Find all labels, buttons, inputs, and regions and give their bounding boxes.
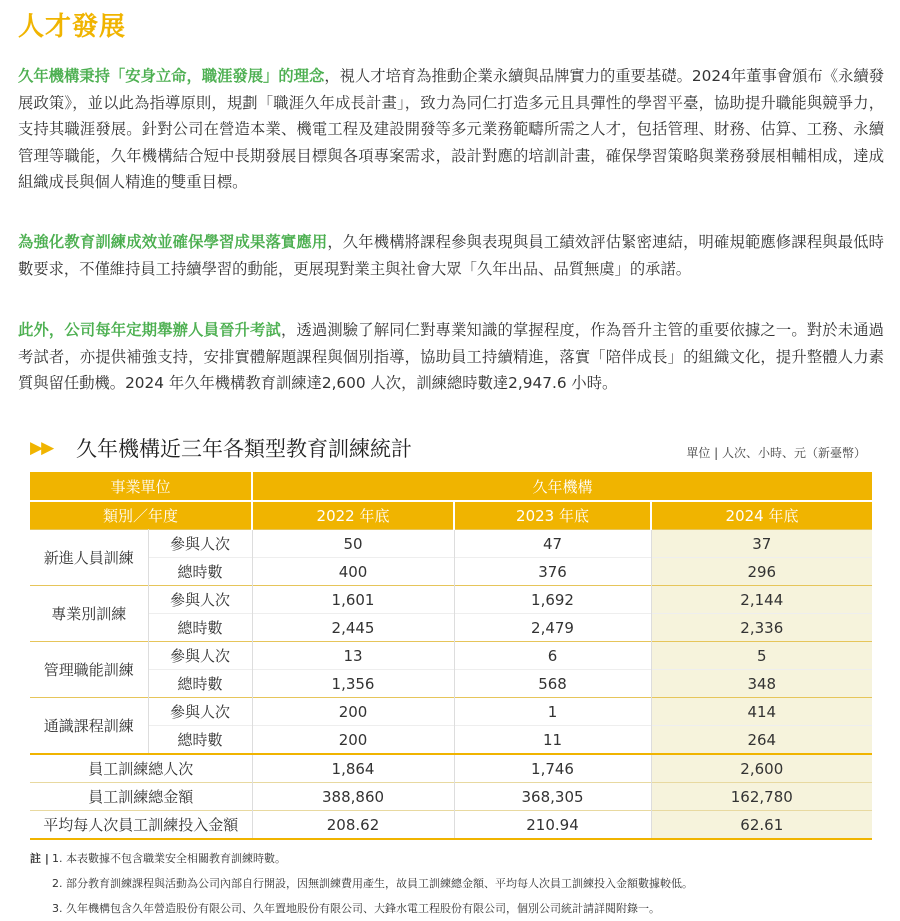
header-row-years bbox=[30, 501, 872, 530]
page-title: 人才發展 bbox=[18, 12, 127, 42]
value-cell: 50 bbox=[252, 530, 454, 558]
note-line bbox=[30, 846, 872, 871]
category-name: 專業別訓練 bbox=[30, 586, 148, 642]
paragraph-2 bbox=[18, 229, 884, 282]
table-unit: 單位 | 人次、小時、元（新臺幣） bbox=[686, 446, 866, 460]
total-label: 員工訓練總金額 bbox=[30, 783, 252, 811]
note-text: 3. 久年機構包含久年營造股份有限公司、久年置地股份有限公司、大鋒水電工程股份有限公司，個別公司統計請詳閱附錄一。 bbox=[52, 902, 660, 915]
value-cell: 368,305 bbox=[454, 783, 651, 811]
total-row bbox=[30, 811, 872, 840]
value-cell: 13 bbox=[252, 642, 454, 670]
total-label: 平均每人次員工訓練投入金額 bbox=[30, 811, 252, 840]
value-cell: 348 bbox=[651, 670, 872, 698]
header-row-org bbox=[30, 472, 872, 501]
metric-label: 總時數 bbox=[148, 614, 252, 642]
value-cell: 11 bbox=[454, 726, 651, 755]
note-text: 1. 本表數據不包含職業安全相關教育訓練時數。 bbox=[52, 852, 286, 865]
value-cell: 264 bbox=[651, 726, 872, 755]
metric-label: 參與人次 bbox=[148, 698, 252, 726]
value-cell: 5 bbox=[651, 642, 872, 670]
notes-label: 註 | bbox=[30, 852, 49, 865]
metric-label: 參與人次 bbox=[148, 530, 252, 558]
value-cell: 296 bbox=[651, 558, 872, 586]
value-cell: 1,692 bbox=[454, 586, 651, 614]
table-row bbox=[30, 670, 872, 698]
value-cell: 200 bbox=[252, 726, 454, 755]
paragraph-1-text: ，視人才培育為推動企業永續與品牌實力的重要基礎。2024年董事會頒布《永續發展政策》，並以此為指導原則，規劃「職涯久年成長計畫」，致力為同仁打造多元且具彈性的學習平臺，協助提升職能與競爭力，支持其職涯發展。針對公司在營造本業、機電工程及建設開發等多元業務範疇所需之人才，包括管理、財務、估算、工務、永續管理等職能，久年機構結合短中長期發展目標與各項專案需求，設計對應的培訓計畫，確保學習策略與業務發展相輔相成，達成組織成長與個人精進的雙重目標。 bbox=[18, 67, 884, 191]
value-cell: 2,600 bbox=[651, 754, 872, 783]
note-line bbox=[30, 896, 872, 921]
value-cell: 6 bbox=[454, 642, 651, 670]
table-row bbox=[30, 530, 872, 558]
table-row bbox=[30, 614, 872, 642]
table-row bbox=[30, 558, 872, 586]
value-cell: 1,864 bbox=[252, 754, 454, 783]
value-cell: 376 bbox=[454, 558, 651, 586]
value-cell: 388,860 bbox=[252, 783, 454, 811]
paragraph-3 bbox=[18, 317, 884, 397]
paragraph-2-text: ，久年機構將課程參與表現與員工績效評估緊密連結，明確規範應修課程與最低時數要求，不僅維持員工持續學習的動能，更展現對業主與社會大眾「久年出品、品質無虞」的承諾。 bbox=[18, 233, 884, 278]
value-cell: 47 bbox=[454, 530, 651, 558]
value-cell: 414 bbox=[651, 698, 872, 726]
total-row bbox=[30, 754, 872, 783]
metric-label: 總時數 bbox=[148, 670, 252, 698]
total-label: 員工訓練總人次 bbox=[30, 754, 252, 783]
value-cell: 2,479 bbox=[454, 614, 651, 642]
metric-label: 總時數 bbox=[148, 726, 252, 755]
total-row bbox=[30, 783, 872, 811]
note-line bbox=[30, 871, 872, 896]
metric-label: 參與人次 bbox=[148, 642, 252, 670]
double-arrow-icon: ▶▶ bbox=[30, 438, 53, 458]
paragraph-3-text: ，透過測驗了解同仁對專業知識的掌握程度，作為晉升主管的重要依據之一。對於未通過考試者，亦提供補強支持，安排實體解題課程與個別指導，協助員工持續精進，落實「陪伴成長」的組織文化，提升整體人力素質與留任動機。2024 年久年機構教育訓練達2,600 人次，訓練總時數達2,947.6 小時。 bbox=[18, 321, 884, 392]
header-org: 久年機構 bbox=[252, 472, 872, 501]
training-stats-table bbox=[30, 472, 872, 840]
value-cell: 62.61 bbox=[651, 811, 872, 840]
paragraph-1 bbox=[18, 63, 884, 196]
value-cell: 1 bbox=[454, 698, 651, 726]
value-cell: 162,780 bbox=[651, 783, 872, 811]
value-cell: 568 bbox=[454, 670, 651, 698]
table-row bbox=[30, 698, 872, 726]
table-title: 久年機構近三年各類型教育訓練統計 bbox=[76, 437, 412, 461]
category-name: 管理職能訓練 bbox=[30, 642, 148, 698]
value-cell: 2,336 bbox=[651, 614, 872, 642]
value-cell: 200 bbox=[252, 698, 454, 726]
metric-label: 總時數 bbox=[148, 558, 252, 586]
value-cell: 1,601 bbox=[252, 586, 454, 614]
table-row bbox=[30, 642, 872, 670]
header-year-2022: 2022 年底 bbox=[252, 501, 454, 530]
table-notes bbox=[30, 846, 872, 921]
value-cell: 37 bbox=[651, 530, 872, 558]
category-name: 新進人員訓練 bbox=[30, 530, 148, 586]
table-row bbox=[30, 586, 872, 614]
header-unit-label: 事業單位 bbox=[30, 472, 252, 501]
value-cell: 208.62 bbox=[252, 811, 454, 840]
paragraph-2-highlight: 為強化教育訓練成效並確保學習成果落實應用 bbox=[18, 233, 328, 251]
value-cell: 210.94 bbox=[454, 811, 651, 840]
paragraph-1-highlight: 久年機構秉持「安身立命，職涯發展」的理念 bbox=[18, 67, 325, 85]
training-stats-table-section bbox=[30, 430, 872, 915]
metric-label: 參與人次 bbox=[148, 586, 252, 614]
category-name: 通識課程訓練 bbox=[30, 698, 148, 755]
table-row bbox=[30, 726, 872, 755]
note-text: 2. 部分教育訓練課程與活動為公司內部自行開設，因無訓練費用產生，故員工訓練總金額、平均每人次員工訓練投入金額數據較低。 bbox=[52, 877, 693, 890]
value-cell: 2,144 bbox=[651, 586, 872, 614]
header-year-2023: 2023 年底 bbox=[454, 501, 651, 530]
header-year-2024: 2024 年底 bbox=[651, 501, 872, 530]
table-header-bar bbox=[30, 430, 872, 472]
value-cell: 1,356 bbox=[252, 670, 454, 698]
value-cell: 2,445 bbox=[252, 614, 454, 642]
header-category-label: 類別／年度 bbox=[30, 501, 252, 530]
paragraph-3-highlight: 此外，公司每年定期舉辦人員晉升考試 bbox=[18, 321, 281, 339]
value-cell: 400 bbox=[252, 558, 454, 586]
value-cell: 1,746 bbox=[454, 754, 651, 783]
